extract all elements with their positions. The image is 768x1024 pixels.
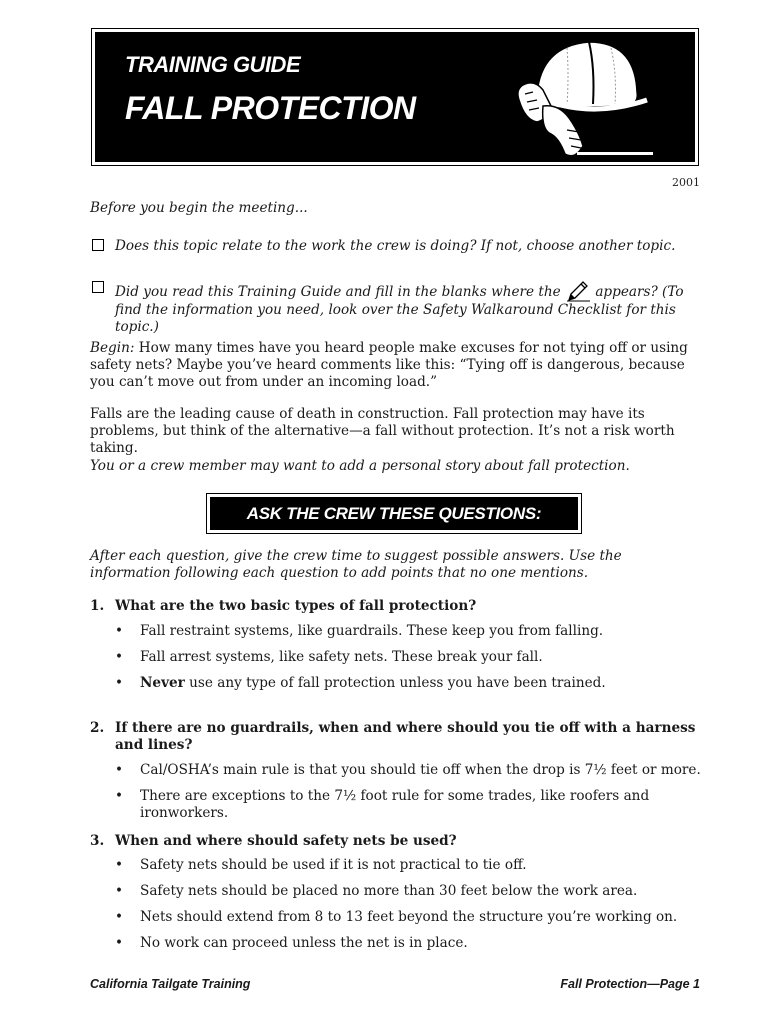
pencil-icon xyxy=(565,280,591,302)
bullet-icon: • xyxy=(115,788,124,804)
year-label: 2001 xyxy=(672,176,700,189)
personal-story-text: You or a crew member may want to add a personal story about fall protection. xyxy=(90,458,630,474)
bullet-icon: • xyxy=(115,762,124,778)
banner-subtitle: TRAINING GUIDE xyxy=(125,52,301,77)
footer-left: California Tailgate Training xyxy=(90,977,251,991)
footer-page-label: Fall Protection—Page 1 xyxy=(560,977,700,991)
question-text: If there are no guardrails, when and where should you tie off with a harness and lines? xyxy=(115,720,696,753)
bullet-icon: • xyxy=(115,909,124,925)
begin-paragraph xyxy=(90,340,702,391)
question-text: When and where should safety nets be used? xyxy=(115,833,457,849)
list-item: • No work can proceed unless the net is in place. xyxy=(115,935,468,951)
begin-text: How many times have you heard people make excuses for not tying off or using safety nets? Maybe you’ve heard comments like this: “Tying off is dangerous, because you can’t move out from under an incoming load.” xyxy=(90,340,688,390)
question-2 xyxy=(90,720,702,754)
question-number: 1. xyxy=(90,598,105,614)
question-3 xyxy=(90,833,702,850)
topic-checkbox[interactable] xyxy=(92,239,104,251)
checklist-item-guide-text-a: Did you read this Training Guide and fill in the blanks where the xyxy=(115,284,561,300)
hard-hat-icon xyxy=(507,34,657,162)
question-number: 2. xyxy=(90,720,105,736)
falls-paragraph: Falls are the leading cause of death in construction. Fall protection may have its problems, but think of the alternative—a fall without protection. It’s not a risk worth taking. xyxy=(90,406,675,456)
bullet-icon: • xyxy=(115,675,124,691)
begin-label: Begin: xyxy=(90,340,135,356)
checklist-item-topic-text: Does this topic relate to the work the crew is doing? If not, choose another topic. xyxy=(115,238,676,254)
banner-title: FALL PROTECTION xyxy=(125,90,416,126)
emphasis-never: Never xyxy=(140,675,185,691)
list-item: • Never use any type of fall protection unless you have been trained. xyxy=(115,675,606,691)
list-item: • Nets should extend from 8 to 13 feet beyond the structure you’re working on. xyxy=(115,909,678,925)
bullet-icon: • xyxy=(115,623,124,639)
bullet-icon: • xyxy=(115,935,124,951)
list-item: • Fall arrest systems, like safety nets. These break your fall. xyxy=(115,649,543,665)
before-meeting-text: Before you begin the meeting... xyxy=(90,200,308,216)
ask-crew-heading: ASK THE CREW THESE QUESTIONS: xyxy=(210,497,578,530)
bullet-icon: • xyxy=(115,857,124,873)
ask-crew-heading-box xyxy=(206,493,582,534)
list-item: • Safety nets should be placed no more than 30 feet below the work area. xyxy=(115,883,638,899)
guide-checkbox[interactable] xyxy=(92,281,104,293)
checklist-item-topic xyxy=(90,238,702,255)
list-item: • Cal/OSHA’s main rule is that you should tie off when the drop is 7½ feet or more. xyxy=(115,762,701,778)
list-item: • Safety nets should be used if it is not practical to tie off. xyxy=(115,857,527,873)
checklist-item-guide xyxy=(90,280,702,336)
bullet-icon: • xyxy=(115,883,124,899)
bullet-icon: • xyxy=(115,649,124,665)
list-item: • Fall restraint systems, like guardrails. These keep you from falling. xyxy=(115,623,604,639)
list-item: • There are exceptions to the 7½ foot rule for some trades, like roofers and ironworkers. xyxy=(115,788,650,821)
question-number: 3. xyxy=(90,833,105,849)
question-1 xyxy=(90,598,702,615)
after-question-note: After each question, give the crew time to suggest possible answers. Use the information following each question to add points that no one mentions. xyxy=(90,548,622,581)
question-text: What are the two basic types of fall protection? xyxy=(115,598,477,614)
checklist-item-guide-text-b: appears? (To find the information you need, look over the Safety Walkaround Checklist for this topic.) xyxy=(115,284,684,335)
title-banner xyxy=(91,28,699,166)
